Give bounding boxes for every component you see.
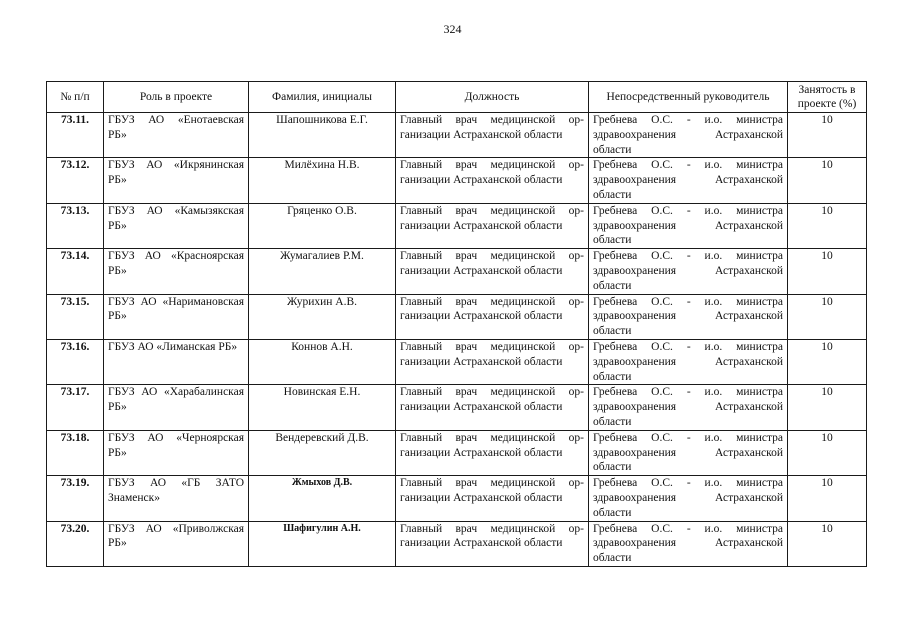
row-name: Жмыхов Д.В. [249,476,396,521]
table-header-row [47,82,867,113]
table-row [47,430,867,475]
row-position: Главный врач медицинской организации Астраханской области [396,249,589,294]
row-load: 10 [788,476,867,521]
table-row [47,113,867,158]
row-number: 73.17. [47,385,104,430]
row-name: Гряценко О.В. [249,203,396,248]
row-number: 73.19. [47,476,104,521]
row-load: 10 [788,203,867,248]
row-position: Главный врач медицинской организации Астраханской области [396,385,589,430]
row-manager: Гребнева О.С. - и.о. министра здравоохранения Астраханской области [589,521,788,566]
header-num: № п/п [47,82,104,113]
row-name: Милёхина Н.В. [249,158,396,203]
header-role: Роль в проекте [104,82,249,113]
row-number: 73.13. [47,203,104,248]
row-position: Главный врач медицинской организации Астраханской области [396,521,589,566]
table-row [47,476,867,521]
row-name: Вендеревский Д.В. [249,430,396,475]
row-position: Главный врач медицинской организации Астраханской области [396,203,589,248]
row-load: 10 [788,521,867,566]
row-manager: Гребнева О.С. - и.о. министра здравоохранения Астраханской области [589,385,788,430]
table-row [47,203,867,248]
row-name: Шапошникова Е.Г. [249,113,396,158]
row-number: 73.18. [47,430,104,475]
row-manager: Гребнева О.С. - и.о. министра здравоохранения Астраханской области [589,476,788,521]
row-load: 10 [788,249,867,294]
table-row [47,158,867,203]
row-position: Главный врач медицинской организации Астраханской области [396,113,589,158]
row-name: Журихин А.В. [249,294,396,339]
row-name: Коннов А.Н. [249,339,396,384]
row-load: 10 [788,430,867,475]
row-manager: Гребнева О.С. - и.о. министра здравоохранения Астраханской области [589,158,788,203]
table-row [47,249,867,294]
row-role: ГБУЗ АО «Камызякская РБ» [104,203,249,248]
table-row [47,385,867,430]
row-load: 10 [788,385,867,430]
row-number: 73.16. [47,339,104,384]
table-row [47,294,867,339]
row-number: 73.14. [47,249,104,294]
row-load: 10 [788,339,867,384]
row-position: Главный врач медицинской организации Астраханской области [396,294,589,339]
row-manager: Гребнева О.С. - и.о. министра здравоохранения Астраханской области [589,249,788,294]
row-role: ГБУЗ АО «ГБ ЗАТО Знаменск» [104,476,249,521]
row-number: 73.15. [47,294,104,339]
row-name: Шафигулин А.Н. [249,521,396,566]
row-name: Новинская Е.Н. [249,385,396,430]
row-manager: Гребнева О.С. - и.о. министра здравоохранения Астраханской области [589,113,788,158]
row-manager: Гребнева О.С. - и.о. министра здравоохранения Астраханской области [589,339,788,384]
row-number: 73.12. [47,158,104,203]
row-role: ГБУЗ АО «Красноярская РБ» [104,249,249,294]
row-role: ГБУЗ АО «Черноярская РБ» [104,430,249,475]
row-name: Жумагалиев Р.М. [249,249,396,294]
row-role: ГБУЗ АО «Лиманская РБ» [104,339,249,384]
row-role: ГБУЗ АО «Харабалинская РБ» [104,385,249,430]
page-number: 324 [443,22,462,36]
table-row [47,521,867,566]
header-position: Должность [396,82,589,113]
row-load: 10 [788,113,867,158]
row-manager: Гребнева О.С. - и.о. министра здравоохранения Астраханской области [589,430,788,475]
row-load: 10 [788,294,867,339]
row-load: 10 [788,158,867,203]
row-role: ГБУЗ АО «Наримановская РБ» [104,294,249,339]
row-position: Главный врач медицинской организации Астраханской области [396,158,589,203]
row-manager: Гребнева О.С. - и.о. министра здравоохранения Астраханской области [589,203,788,248]
staff-table [46,81,867,567]
header-manager: Непосредственный руководитель [589,82,788,113]
row-position: Главный врач медицинской организации Астраханской области [396,430,589,475]
row-number: 73.20. [47,521,104,566]
row-role: ГБУЗ АО «Енотаевская РБ» [104,113,249,158]
header-name: Фамилия, инициалы [249,82,396,113]
row-number: 73.11. [47,113,104,158]
header-load: Занятость в проекте (%) [788,82,867,113]
table-row [47,339,867,384]
row-position: Главный врач медицинской организации Астраханской области [396,476,589,521]
row-role: ГБУЗ АО «Приволжская РБ» [104,521,249,566]
row-manager: Гребнева О.С. - и.о. министра здравоохранения Астраханской области [589,294,788,339]
row-role: ГБУЗ АО «Икрянинская РБ» [104,158,249,203]
row-position: Главный врач медицинской организации Астраханской области [396,339,589,384]
